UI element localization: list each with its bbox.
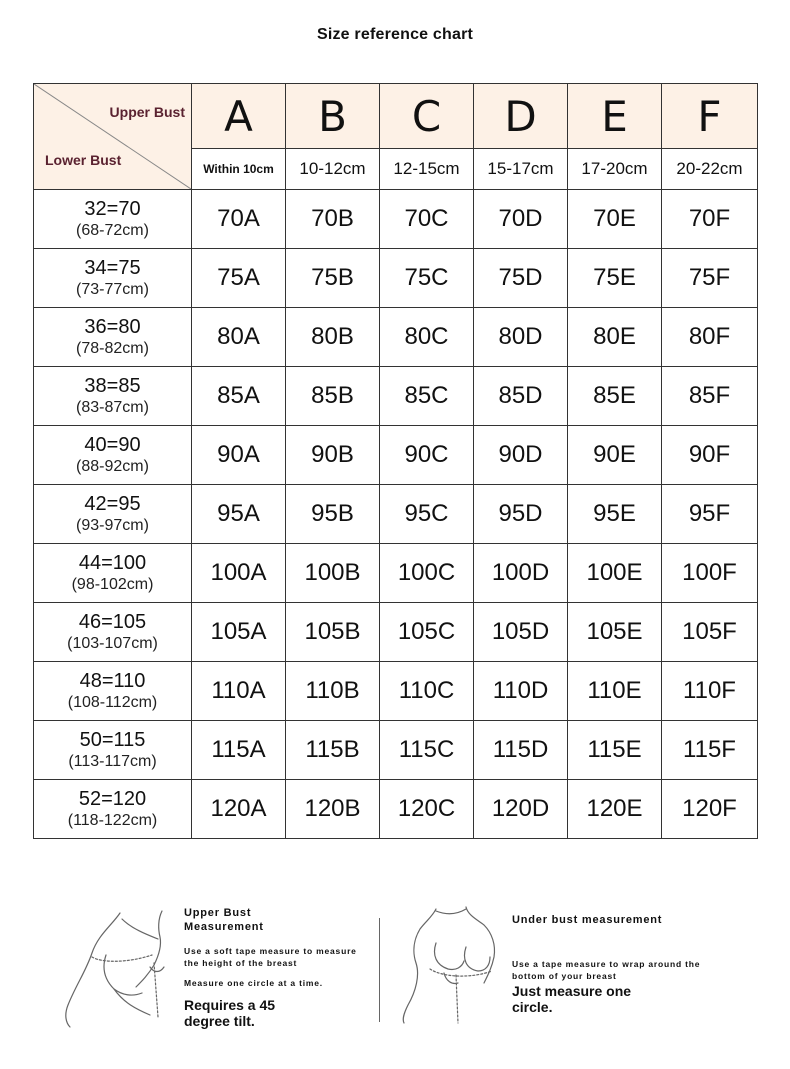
lower-bust-cell [34,662,192,721]
size-cell: 120E [568,780,662,839]
under-bust-text: Use a tape measure to wrap around the bottom of your breast [512,959,701,981]
cup-range-c: 12-15cm [380,149,474,190]
size-cell: 70D [474,190,568,249]
band-size: 50=115 [79,729,146,751]
cup-letter-e: E [568,84,662,149]
band-range: (103-107cm) [67,635,158,652]
cup-letter-b: B [286,84,380,149]
size-cell: 115A [192,721,286,780]
size-cell: 90F [662,426,758,485]
size-cell: 85B [286,367,380,426]
table-row [34,780,758,839]
cup-letter-f: F [662,84,758,149]
table-row [34,426,758,485]
band-size: 44=100 [78,552,147,574]
size-cell: 85F [662,367,758,426]
under-bust-emphasis: Just measure one circle. [512,983,632,1015]
upper-bust-note: Measure one circle at a time. [184,978,323,988]
size-cell: 100A [192,544,286,603]
size-cell: 115B [286,721,380,780]
band-range: (98-102cm) [71,576,154,593]
size-cell: 70C [380,190,474,249]
size-cell: 70E [568,190,662,249]
table-row [34,544,758,603]
size-cell: 105C [380,603,474,662]
lower-bust-cell [34,485,192,544]
size-cell: 70A [192,190,286,249]
size-table [33,83,758,839]
size-cell: 95E [568,485,662,544]
table-row [34,603,758,662]
size-cell: 80F [662,308,758,367]
section-divider [379,918,380,1022]
under-bust-heading: Under bust measurement [512,914,663,926]
diagonal-line [34,84,191,189]
size-cell: 110B [286,662,380,721]
band-size: 52=120 [78,788,147,810]
size-cell: 90C [380,426,474,485]
band-range: (73-77cm) [76,281,149,298]
size-cell: 90A [192,426,286,485]
size-cell: 110C [380,662,474,721]
size-cell: 115E [568,721,662,780]
band-size: 46=105 [78,611,147,633]
size-cell: 105A [192,603,286,662]
size-cell: 120C [380,780,474,839]
table-row [34,367,758,426]
size-cell: 105F [662,603,758,662]
size-cell: 90B [286,426,380,485]
size-cell: 120B [286,780,380,839]
size-cell: 110D [474,662,568,721]
cup-range-a: Within 10cm [192,149,286,190]
cup-range-d: 15-17cm [474,149,568,190]
size-cell: 75B [286,249,380,308]
table-row [34,190,758,249]
size-cell: 110E [568,662,662,721]
size-cell: 115D [474,721,568,780]
size-cell: 70B [286,190,380,249]
size-cell: 100D [474,544,568,603]
size-cell: 100E [568,544,662,603]
size-cell: 105D [474,603,568,662]
size-cell: 80B [286,308,380,367]
size-cell: 85C [380,367,474,426]
band-size: 40=90 [84,434,141,456]
size-cell: 115C [380,721,474,780]
band-range: (83-87cm) [76,399,149,416]
band-range: (113-117cm) [68,753,157,770]
size-cell: 115F [662,721,758,780]
table-row [34,249,758,308]
size-cell: 85D [474,367,568,426]
cup-range-f: 20-22cm [662,149,758,190]
band-range: (108-112cm) [67,694,158,711]
lower-bust-cell [34,603,192,662]
cup-range-e: 17-20cm [568,149,662,190]
size-cell: 120A [192,780,286,839]
size-cell: 90D [474,426,568,485]
size-cell: 80E [568,308,662,367]
lower-bust-cell [34,308,192,367]
size-cell: 110A [192,662,286,721]
band-size: 34=75 [84,257,141,279]
under-bust-figure-icon [396,905,508,1025]
band-size: 38=85 [84,375,141,397]
upper-bust-emphasis: Requires a 45 degree tilt. [184,997,276,1029]
size-cell: 75A [192,249,286,308]
size-cell: 100F [662,544,758,603]
size-cell: 85A [192,367,286,426]
band-size: 48=110 [79,670,146,692]
lower-bust-label: Lower Bust [45,152,122,168]
lower-bust-cell [34,249,192,308]
upper-bust-text: Use a soft tape measure to measure the height of the breast [184,946,357,968]
band-range: (88-92cm) [76,458,149,475]
size-cell: 95D [474,485,568,544]
cup-letter-row [34,84,758,149]
cup-letter-d: D [474,84,568,149]
band-size: 42=95 [84,493,141,515]
table-row [34,662,758,721]
upper-bust-label: Upper Bust [109,104,185,120]
size-cell: 80D [474,308,568,367]
lower-bust-cell [34,544,192,603]
size-cell: 75C [380,249,474,308]
size-cell: 85E [568,367,662,426]
band-size: 32=70 [84,198,141,220]
lower-bust-cell [34,190,192,249]
table-row [34,721,758,780]
cup-range-b: 10-12cm [286,149,380,190]
table-row [34,485,758,544]
upper-bust-figure-icon [62,905,180,1030]
size-cell: 100B [286,544,380,603]
size-cell: 95F [662,485,758,544]
band-range: (78-82cm) [76,340,149,357]
size-cell: 95A [192,485,286,544]
table-row [34,308,758,367]
size-cell: 80A [192,308,286,367]
lower-bust-cell [34,426,192,485]
size-cell: 100C [380,544,474,603]
size-cell: 95C [380,485,474,544]
chart-title: Size reference chart [316,26,474,43]
size-cell: 105E [568,603,662,662]
size-cell: 120D [474,780,568,839]
lower-bust-cell [34,367,192,426]
size-cell: 75D [474,249,568,308]
size-cell: 105B [286,603,380,662]
lower-bust-cell [34,780,192,839]
lower-bust-cell [34,721,192,780]
band-range: (68-72cm) [76,222,149,239]
corner-header [34,84,192,190]
upper-bust-heading: Upper Bust Measurement [184,907,264,933]
size-cell: 75F [662,249,758,308]
size-cell: 90E [568,426,662,485]
size-cell: 70F [662,190,758,249]
size-cell: 95B [286,485,380,544]
band-size: 36=80 [84,316,141,338]
cup-letter-a: A [192,84,286,149]
band-range: (118-122cm) [67,812,158,829]
size-cell: 75E [568,249,662,308]
size-cell: 120F [662,780,758,839]
band-range: (93-97cm) [76,517,149,534]
size-cell: 80C [380,308,474,367]
cup-letter-c: C [380,84,474,149]
size-cell: 110F [662,662,758,721]
